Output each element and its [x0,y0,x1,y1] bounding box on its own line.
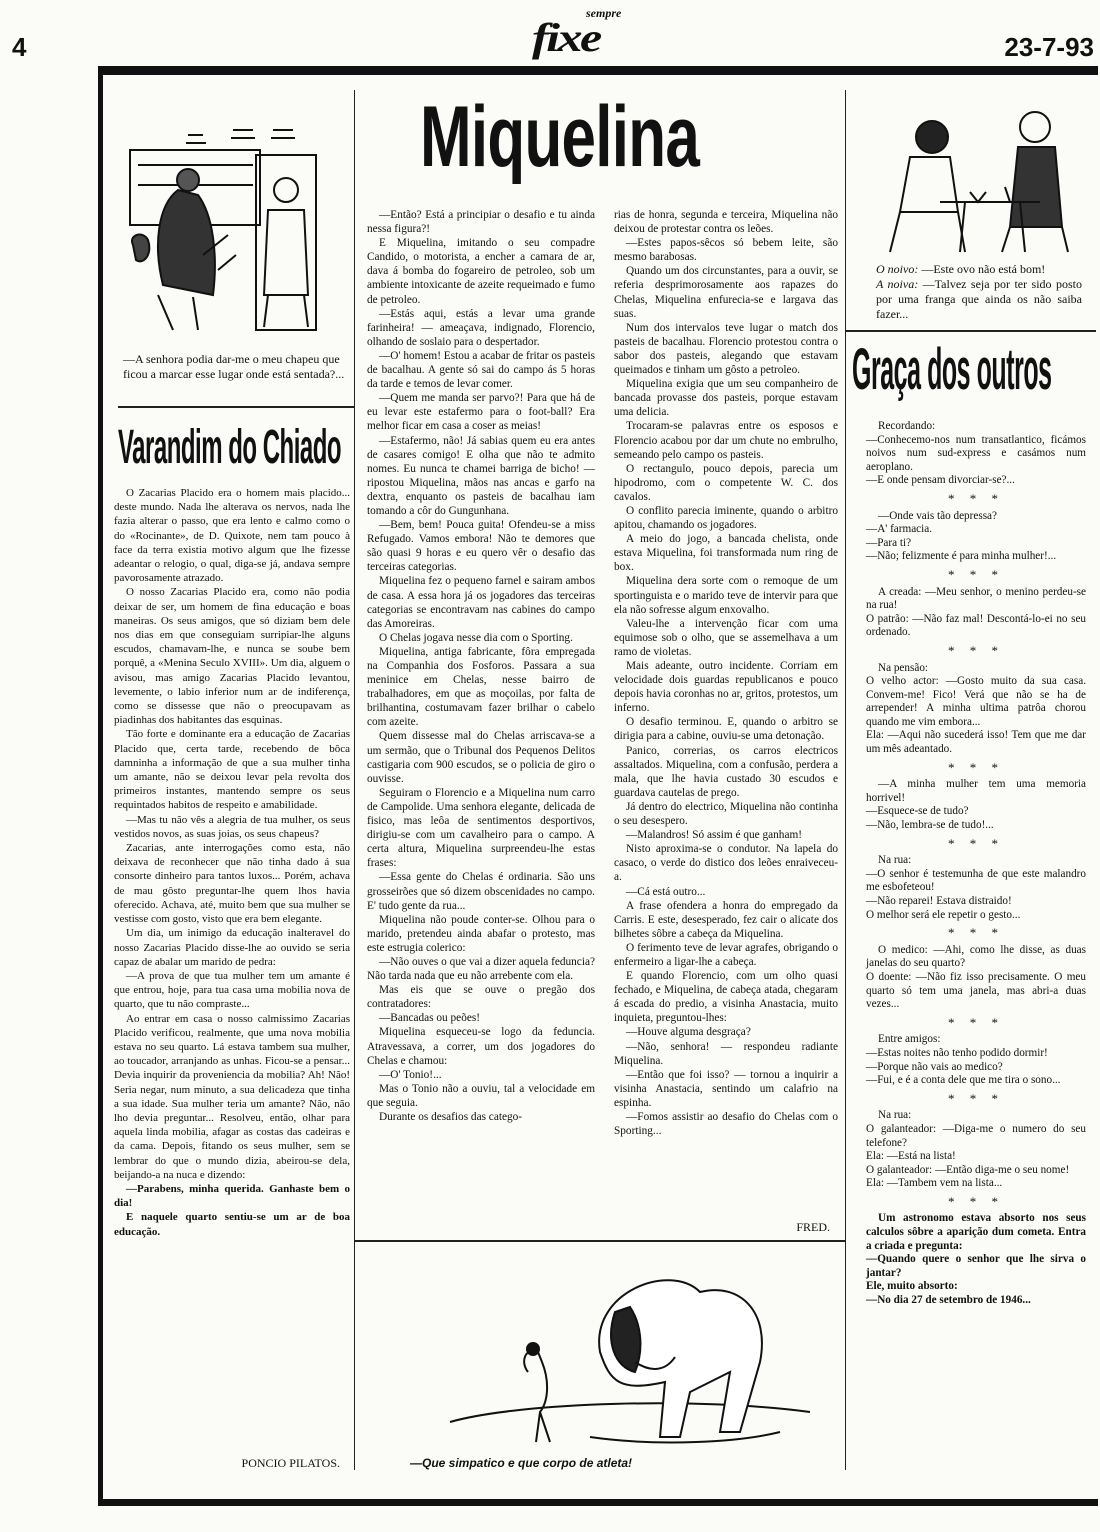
separator-stars: * * * [948,1193,1004,1209]
joke: Na pensão: O velho actor: —Gosto muito da sua casa. Convem-me! Fico! Verá que não se ha de arrepender! A minha ultima patrôa chorou quando me vim embora... Ela: —Aqui não sucederá isso! Tem que me dar um mês adeantado. [866,661,1086,756]
couple-cartoon-caption [876,262,1082,322]
miquelina-column-1 [367,208,595,1124]
article-paragraph: —Estafermo, não! Já sabias quem eu era antes de casares comigo! E olha que não te admito nomes. Eu nunca te chamei barriga de bicho! — ripostou Miquelina, mãos nas ancas e garfo na dextra, enquanto os pasteis de bacalhau iam tomando a côr do Gungunhana. [367,434,595,517]
article-paragraph: Quem dissesse mal do Chelas arriscava-se a um sermão, que o Tribunal dos Pequenos Delitos castigaria com 900 escudos, se o policia de giro o ouvisse. [367,730,595,785]
article-paragraph: O conflito parecia iminente, quando o arbitro apitou, chamando os jogadores. [614,504,838,532]
joke: Entre amigos: —Estas noites não tenho podido dormir! —Porque não vais ao medico? —Fui, e é a conta dele que me tira o sono... [866,1033,1061,1087]
article-paragraph: —Essa gente do Chelas é ordinaria. São uns grosseirões que só dizem obscenidades no campo. E' tudo gente da rua... [367,871,595,912]
article-paragraph: A frase ofendera a honra do empregado da Carris. E este, desesperado, fez cair o alicate dos bilhetes sôbre a cabeça da Miquelina. [614,899,838,940]
miquelina-column-2 [614,208,838,1138]
article-paragraph: —Não ouves o que vai a dizer aquela feduncia? Não tarda nada que eu não arrebente com ela. [367,955,595,983]
caption-text: —Este ovo não está bom! [921,262,1046,276]
article-paragraph: E naquele quarto sentiu-se um ar de boa educação. [114,1211,350,1238]
graca-headline-box [852,336,1096,412]
article-paragraph: —O' homem! Estou a acabar de fritar os pasteis de bacalhau. A gente só sai do campo ás 5 horas da tarde e temos de levar comer. [367,349,595,391]
dogs-cartoon-caption: —Que simpatico e que corpo de atleta! [410,1456,633,1470]
miquelina-headline-box [420,88,820,200]
caption-line [876,262,1082,277]
article-paragraph: —O' Tonio!... [379,1068,442,1081]
article-paragraph: Seguiram o Florencio e a Miquelina num carro de Campolide. Uma senhora elegante, delicada de fisico, mas leôa de sentimentos desportivos, dirigiu-se com um cavalheiro para o campo. A certa altura, Miquelina surpreendeu-lhe estas frases: [367,786,595,870]
article-paragraph: Nisto aproxima-se o condutor. Na lapela do casaco, o verde do distico dos leões enraiveceu-a. [614,843,838,884]
varandim-article [114,486,350,1239]
dogs-cartoon-illustration [440,1252,820,1457]
article-paragraph: Durante os desafios das catego- [379,1111,523,1123]
joke: Recordando: —Conhecemo-nos num transatlantico, ficámos noivos num sud-express e casámos num aeroplano. —E onde pensam divorciar-se?... [866,420,1086,487]
masthead-subtitle: sempre [586,6,622,20]
miquelina-headline: Miquelina [420,89,700,185]
joke: Na rua: O galanteador: —Diga-me o numero do seu telefone? Ela: —Está na lista! O galanteador: —Então diga-me o seu nome! Ela: —Tambem vem na lista... [866,1109,1086,1190]
article-paragraph: Mas eis que se ouve o pregão dos contratadores: [367,984,595,1011]
article-paragraph: rias de honra, segunda e terceira, Miquelina não deixou de protestar contra os leões. [614,209,838,236]
varandim-signature: PONCIO PILATOS. [241,1456,340,1470]
section-divider-center [355,1240,845,1242]
article-paragraph: —Bem, bem! Pouca guita! Ofendeu-se a miss Refugado. Vamos embora! Não te demores que são quasi 9 horas e eu quero vêr o desafio das terceiras categorias. [367,519,595,574]
article-paragraph: —Cá está outro... [626,885,706,898]
separator-stars: * * * [948,1090,1004,1106]
page-number: 4 [12,32,27,62]
article-paragraph: —Fomos assistir ao desafio do Chelas com o Sporting... [614,1111,838,1138]
article-paragraph: Um dia, um inimigo da educação inalteravel do nosso Zacarias Placido disse-lhe ao ouvido se seria capaz de abalar um marido de pedra: [114,927,350,968]
article-paragraph: O Zacarias Placido era o homem mais placido... deste mundo. Nada lhe alterava os nervos, nada lhe fazia alterar o passo, que era lento e calmo como o do «Rocinante», de D. Quixote, nem tam pouco à face da terra existia motivo algum que lhe fizesse adeantar o relogio, o qual, diga-se já, andava sempre pavorosamente atrazado. [114,487,350,585]
article-paragraph: Miquelina dera sorte com o remoque de um sportinguista e o marido teve de intervir para que ela não sofresse algum enxovalho. [614,575,838,616]
separator-stars: * * * [948,566,1004,582]
article-paragraph: Trocaram-se palavras entre os esposos e Florencio acabou por dar um chute no embrulho, semeando pelo campo os pasteis. [614,420,838,461]
joke: Um astronomo estava absorto nos seus calculos sôbre a aparição dum cometa. Entra a criada e pregunta: —Quando quere o senhor que lhe sirva o jantar? Ele, muito absorto: —No dia 27 de setembro de 1946... [866,1212,1086,1307]
article-paragraph: —Então que foi isso? — tornou a inquirir a visinha Anastacia, sentindo um calafrio na espinha. [614,1068,838,1109]
article-paragraph: Já dentro do electrico, Miquelina não continha o seu desespero. [614,800,838,828]
article-paragraph: Miquelina, antiga fabricante, fôra empregada na Companhia dos Fosforos. Passara a sua meninice em Chelas, nesse bairro de trabalhadores, em que as moçoilas, por falta de brilhantina, costumavam fazer brilhar o cabelo com azeite. [367,645,595,729]
train-cartoon-caption: —A senhora podia dar-me o meu chapeu que ficou a marcar esse lugar onde está sentada?... [123,352,345,381]
joke: A creada: —Meu senhor, o menino perdeu-se na rua! O patrão: —Não faz mal! Descontá-lo-ei no seu ordenado. [866,585,1086,639]
article-paragraph: —Estás aqui, estás a levar uma grande farinheira! — ameaçava, indignado, Florencio, olhando de soslaio para o despertador. [367,307,595,348]
separator-stars: * * * [948,835,1004,851]
article-paragraph: —Malandros! Só assim é que ganham! [626,829,803,842]
joke: Na rua: —O senhor é testemunha de que este malandro me esbofeteou! —Não reparei! Estava distraido! O melhor será ele repetir o gesto... [866,854,1086,921]
article-paragraph: —Parabens, minha querida. Ganhaste bem o dia! [114,1182,350,1210]
joke: O medico: —Ahi, como lhe disse, as duas janelas do seu quarto? O doente: —Não fiz isso precisamente. O meu quarto só tem uma janela, mas abri-a duas vezes... [866,943,1086,1011]
article-paragraph: —Não, senhora! — respondeu radiante Miquelina. [614,1040,838,1067]
miquelina-signature: FRED. [796,1220,830,1234]
article-paragraph: —Houve alguma desgraça? [626,1026,751,1039]
caption-speaker: A noiva: [876,277,919,291]
article-paragraph: O ferimento teve de levar agrafes, obrigando o enfermeiro a ligar-lhe a cabeça. [614,941,838,968]
column-divider-right [845,90,846,1470]
graca-jokes [866,420,1086,1308]
graca-headline: Graça dos outros [852,337,1052,402]
article-paragraph: Miquelina não poude conter-se. Olhou para o marido, pretendeu ainda abafar o protesto, mas este estrugia colerico: [367,913,595,954]
varandim-headline-box [118,420,354,482]
separator-stars: * * * [948,925,1004,941]
article-paragraph: —Quem me manda ser parvo?! Para que há de eu levar este estafermo para o foot-ball? Era melhor ficar em casa a coser as meias! [367,392,595,433]
article-paragraph: O nosso Zacarias Placido era, como não podia deixar de ser, um homem de fina educação e boas maneiras. Os seus amigos, que só diziam bem dele nos dias em que conseguiam surripiar-lhe alguns escudos, chamavam-lhe, e nunca se soube bem porquê, a «Menina Seculo XVIII». Um dia, alguem o avisou, mas amigo Zacarias Placido levantou, levemente, o labio inferior num ar de indiferença, como se dissesse que não o preocupavam as piadinhas dos habitantes das esquinas. [114,586,350,727]
article-paragraph: O rectangulo, pouco depois, parecia um hipodromo, com o competente W. C. dos cavalos. [614,462,838,503]
article-paragraph: Quando um dos circunstantes, para a ouvir, se referia desprimorosamente aos rapazes do Chelas, Miquelina enfurecia-se e largava das suas. [614,265,838,320]
article-paragraph: —Estes papos-sêcos só bebem leite, são mesmo barabosas. [614,237,838,264]
column-divider-left [354,90,355,1470]
article-paragraph: E Miquelina, imitando o seu compadre Candido, o motorista, a encher a camara de ar, dava á bomba do fogareiro de petroleo, sob um ambiente intoxicante de azeite requeimado e fumo de petroleo. [367,237,595,306]
section-divider-right [846,330,1096,332]
article-paragraph: Miquelina esqueceu-se logo da feduncia. Atravessava, a correr, um dos jogadores do Chelas e chamou: [367,1026,595,1067]
article-paragraph: Mais adeante, outro incidente. Corriam em velocidade dois guardas republicanos e pouco depois havia coronhas no ar, gritos, protestos, um inferno. [614,660,838,715]
article-paragraph: E quando Florencio, com um olho quasi fechado, e Miquelina, de cabeça atada, chegaram á escada do predio, a visinha Anastacia, muito inquieta, preguntou-lhes: [614,970,838,1025]
article-paragraph: —A prova de que tua mulher tem um amante é que entrou, hoje, para tua casa uma mobilia nova de quarto, que tu não compraste... [114,969,350,1011]
varandim-headline: Varandim do Chiado [118,421,342,474]
article-paragraph: Mas o Tonio não a ouviu, tal a velocidade em que seguia. [367,1082,595,1109]
caption-text: —Talvez seja por ter sido posto por uma franga que ainda os não saiba fazer... [876,277,1083,321]
article-paragraph: Valeu-lhe a intervenção ficar com uma equimose sob o olho, que se assemelhava a um ramo de violetas. [614,617,838,658]
section-divider-left [118,406,354,408]
article-paragraph: O Chelas jogava nesse dia com o Sporting. [379,631,573,644]
article-paragraph: Zacarias, ante interrogações como esta, não deixava de reconhecer que não tinha dado á sua consorte dinheiro para tantos luxos... Porém, achava de mau gôsto preguntar-lhe quem lhos havia oferecido. Achava, até, muito bem que sua mulher se vestisse com gosto, visto que era bem elegante. [114,842,350,926]
issue-date: 23-7-93 [1004,32,1094,62]
article-paragraph: A meio do jogo, a bancada chelista, onde estava Miquelina, foi transformada num ring de box. [614,533,838,574]
caption-speaker: O noivo: [876,262,919,276]
article-paragraph: O desafio terminou. E, quando o arbitro se dirigia para a cabine, ouviu-se uma detonação. [614,716,838,743]
article-paragraph: Miquelina fez o pequeno farnel e sairam ambos de casa. A essa hora já os jogadores das terceiras categorias se encontravam nas cabines do campo das Amoreiras. [367,575,595,630]
separator-stars: * * * [948,642,1004,658]
separator-stars: * * * [948,759,1004,775]
article-paragraph: Tão forte e dominante era a educação de Zacarias Placido que, certa tarde, recebendo de bôca damninha a informação de que a sua mulher tinha um amante, não se deixou levar pela revolta dos primeiros instantes, mantendo sempre os seus requintados habitos de respeito e amabilidade. [114,728,350,812]
article-paragraph: —Bancadas ou peões! [379,1012,481,1025]
masthead [520,6,640,60]
train-cartoon-illustration [118,95,338,345]
separator-stars: * * * [948,490,1004,506]
article-paragraph: Panico, correrias, os carros electricos assaltados. Miquelina, com a confusão, perdera a mala, que lhe havia custado 30 escudos e guardava cautelas de prego. [614,744,838,799]
couple-cartoon-illustration [870,92,1090,257]
article-paragraph: Ao entrar em casa o nosso calmissimo Zacarias Placido verificou, realmente, que uma nova mobilia estava no seu quarto. Lá estava tambem sua mulher, ao toucador, arranjando as unhas. Ficou-se a pensar... Devia inquirir da proveniencia da mobilia? Ah! Não! Seria negar, num minuto, a sua delicadeza que tinha a sua idade. Sua mulher teria um amante? Não, não lho devia preguntar... Resolveu, então, olhar para aquela linda mobilia, afagar as costas das cadeiras e da cama. Depois, fitando os seus mulher, sem se lembrar do que o mundo dizia, abeirou-se dela, beijando-a na nuca e dizendo: [114,1012,350,1181]
joke: —Onde vais tão depressa? —A' farmacia. —Para ti? —Não; felizmente é para minha mulher!... [866,509,1057,563]
article-paragraph: —Então? Está a principiar o desafio e tu ainda nessa figura?! [367,209,595,236]
article-paragraph: Miquelina exigia que um seu companheiro de bancada provasse dos pasteis, porque estavam uma delicia. [614,378,838,419]
caption-line [876,277,1082,322]
article-paragraph: —Mas tu não vês a alegria de tua mulher, os seus vestidos novos, as suas joias, os seus chapeus? [114,813,350,840]
article-paragraph: Num dos intervalos teve lugar o match dos pasteis de bacalhau. Florencio protestou contra o sabor dos pasteis, alegando que estavam queimados e tinham um gôsto a petroleo. [614,321,838,377]
joke: —A minha mulher tem uma memoria horrivel! —Esquece-se de tudo? —Não, lembra-se de tudo!... [866,778,1086,832]
masthead-title: fixe [532,15,600,60]
separator-stars: * * * [948,1014,1004,1030]
